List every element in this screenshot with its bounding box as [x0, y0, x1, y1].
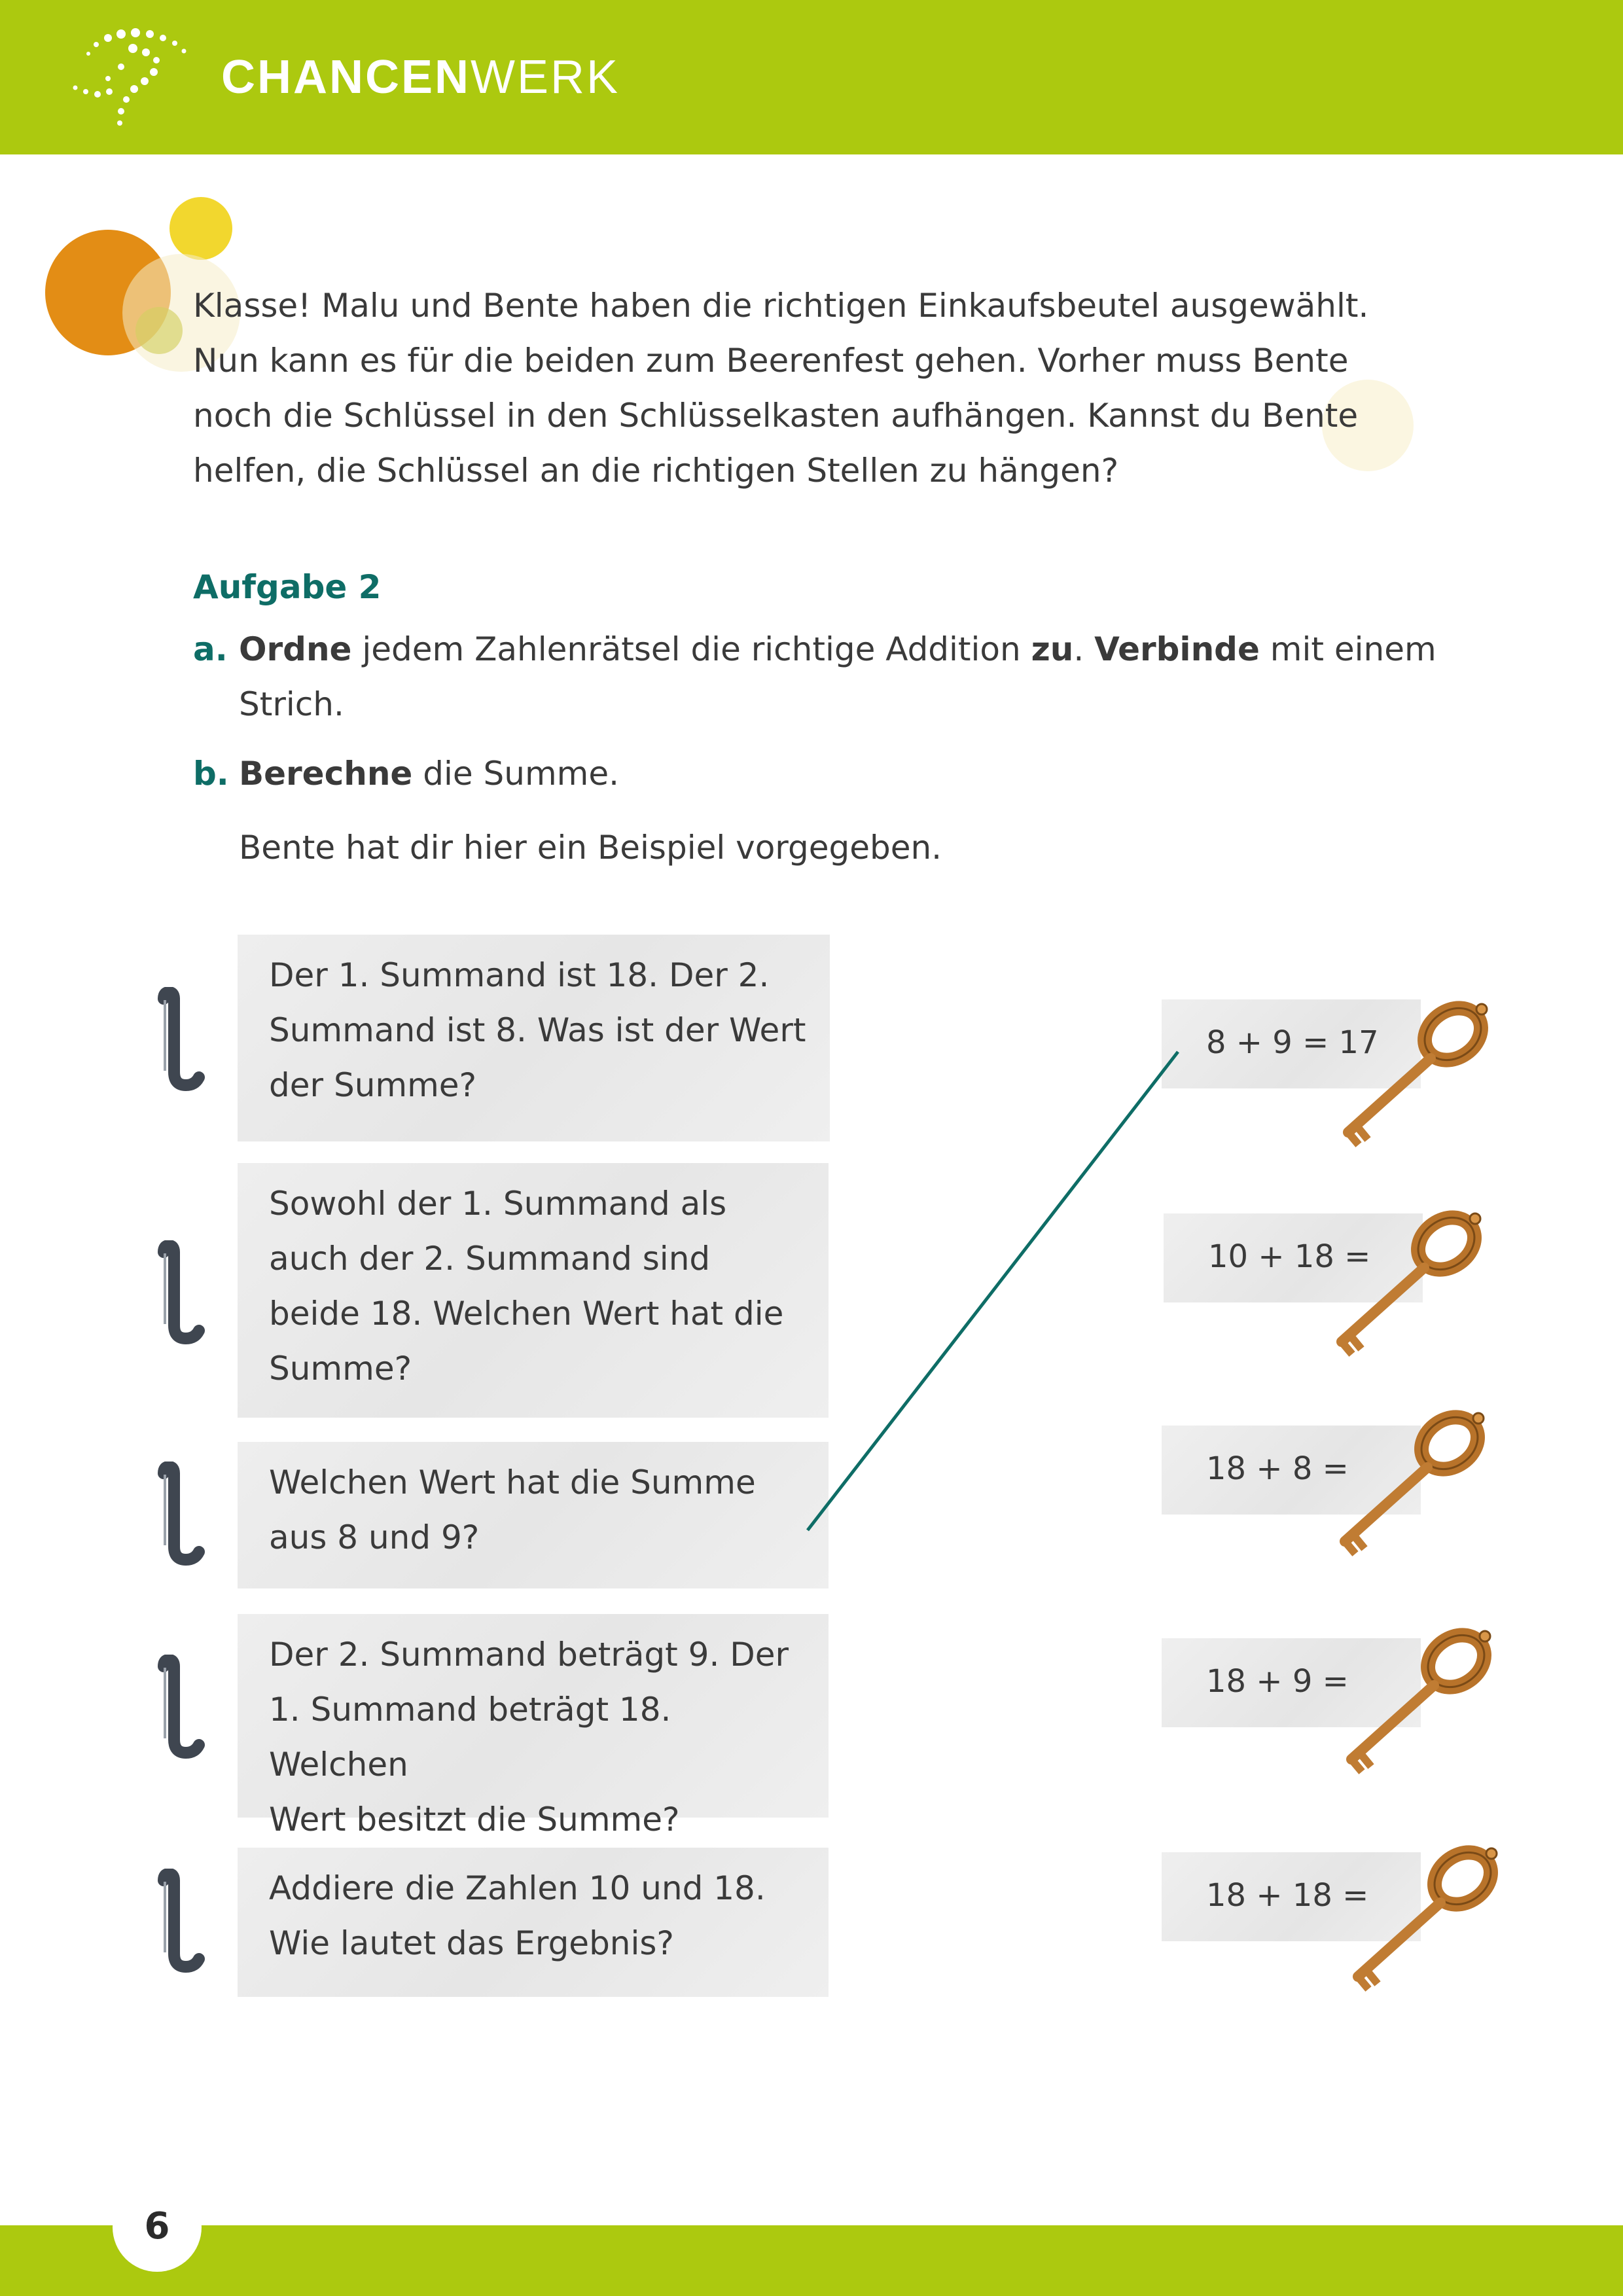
- task-title: Aufgabe 2: [193, 568, 382, 606]
- task-a-text-part: .: [1073, 630, 1095, 668]
- task-a-text-part: mit einem: [1259, 630, 1436, 668]
- intro-line: noch die Schlüssel in den Schlüsselkasten aufhängen. Kannst du Bente: [193, 397, 1359, 435]
- hook-icon: [149, 1240, 208, 1352]
- task-a-line2: Strich.: [239, 685, 344, 723]
- riddle-line: Der 2. Summand beträgt 9. Der: [269, 1636, 789, 1674]
- riddle-line: Wert besitzt die Summe?: [269, 1801, 680, 1839]
- task-a-word-ordne: Ordne: [239, 630, 352, 668]
- hook-icon: [149, 1655, 208, 1766]
- intro-line: Klasse! Malu und Bente haben die richtigen Einkaufsbeutel ausgewählt.: [193, 287, 1369, 325]
- riddle-line: aus 8 und 9?: [269, 1518, 480, 1556]
- key-icon: [1315, 1208, 1492, 1358]
- page-number: 6: [144, 2205, 170, 2248]
- riddle-box[interactable]: [238, 1163, 829, 1418]
- sum-text: 18 + 18 =: [1206, 1877, 1369, 1914]
- intro-paragraph: [193, 278, 1436, 498]
- riddle-box[interactable]: [238, 1614, 829, 1839]
- hook-icon: [149, 1462, 208, 1573]
- intro-line: helfen, die Schlüssel an die richtigen Stellen zu hängen?: [193, 452, 1119, 490]
- hook-icon: [149, 1869, 208, 1980]
- hook-icon: [149, 987, 208, 1098]
- task-a-text: [193, 622, 1436, 732]
- intro-line: Nun kann es für die beiden zum Beerenfest gehen. Vorher muss Bente: [193, 342, 1349, 380]
- key-icon: [1332, 1842, 1508, 1993]
- riddle-box[interactable]: [238, 1442, 829, 1588]
- brand-wordmark: [221, 51, 620, 103]
- task-b-word-berechne: Berechne: [239, 755, 413, 793]
- task-a-word-verbinde: Verbinde: [1094, 630, 1260, 668]
- logo-icon: [69, 26, 200, 131]
- brand-light: WERK: [471, 51, 620, 103]
- riddle-box[interactable]: [238, 935, 830, 1141]
- key-icon: [1325, 1625, 1502, 1776]
- riddle-box[interactable]: [238, 1848, 829, 1997]
- riddle-line: Der 1. Summand ist 18. Der 2.: [269, 956, 770, 994]
- riddle-line: der Summe?: [269, 1066, 477, 1104]
- riddle-line: Welchen Wert hat die Summe: [269, 1463, 756, 1501]
- sum-text: 8 + 9 = 17: [1206, 1024, 1379, 1061]
- brand-bold: CHANCEN: [221, 51, 471, 103]
- riddle-line: Summand ist 8. Was ist der Wert: [269, 1011, 806, 1049]
- key-icon: [1319, 1407, 1495, 1558]
- sum-text: 18 + 9 =: [1206, 1663, 1349, 1700]
- riddle-line: Wie lautet das Ergebnis?: [269, 1924, 674, 1962]
- riddle-line: 1. Summand beträgt 18. Welchen: [269, 1691, 671, 1784]
- sum-text: 18 + 8 =: [1206, 1450, 1349, 1487]
- task-a-text-part: jedem Zahlenrätsel die richtige Addition: [351, 630, 1031, 668]
- riddle-line: Addiere die Zahlen 10 und 18.: [269, 1869, 766, 1907]
- footer-bar: [0, 2225, 1623, 2296]
- riddle-line: Summe?: [269, 1350, 412, 1388]
- riddle-line: beide 18. Welchen Wert hat die: [269, 1295, 784, 1333]
- sum-text: 10 + 18 =: [1208, 1238, 1371, 1275]
- task-b-text-part: die Summe.: [412, 755, 620, 793]
- key-icon: [1322, 998, 1499, 1149]
- task-a: [193, 622, 1436, 732]
- riddle-line: auch der 2. Summand sind: [269, 1240, 711, 1278]
- riddle-line: Sowohl der 1. Summand als: [269, 1185, 727, 1223]
- task-b-text: [193, 746, 1436, 801]
- task-b-letter: b.: [193, 755, 229, 793]
- task-b: [193, 746, 1436, 801]
- task-a-letter: a.: [193, 630, 228, 668]
- example-note: Bente hat dir hier ein Beispiel vorgegeben.: [239, 829, 942, 867]
- task-a-word-zu: zu: [1031, 630, 1074, 668]
